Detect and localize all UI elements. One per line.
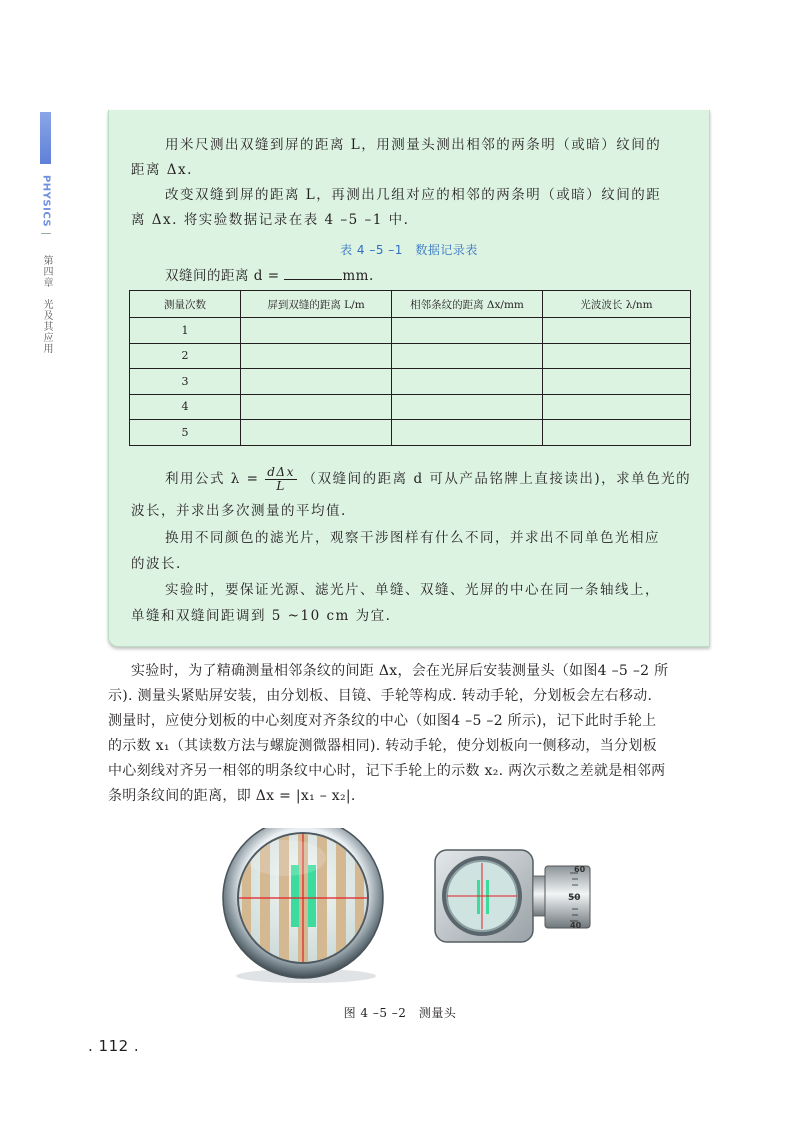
formula-numerator: dΔx bbox=[267, 465, 295, 479]
device-marker-right bbox=[486, 880, 489, 914]
drum-scale-label: 50 bbox=[568, 893, 581, 903]
table-cell bbox=[241, 420, 392, 446]
table-header: 相邻条纹的距离 Δx/mm bbox=[392, 291, 543, 318]
table-cell bbox=[392, 394, 543, 420]
drum-scale-label: 40 bbox=[570, 921, 582, 930]
table-row bbox=[130, 318, 691, 344]
data-record-table bbox=[129, 290, 691, 446]
side-physics-label: PHYSICS bbox=[40, 174, 52, 228]
side-tab-bar bbox=[40, 112, 51, 164]
table-row bbox=[130, 343, 691, 369]
formula-denominator: L bbox=[276, 479, 286, 493]
table-cell bbox=[543, 369, 691, 395]
measuring-head-figure bbox=[220, 828, 600, 988]
body-line-2: 示). 测量头紧贴屏安装，由分划板、目镜、手轮等构成. 转动手轮，分划板会左右移动. bbox=[108, 688, 653, 704]
experiment-box bbox=[108, 110, 710, 647]
formula-line bbox=[165, 462, 691, 496]
body-line-3: 测量时，应使分划板的中心刻度对齐条纹的中心（如图4 –5 –2 所示)，记下此时手轮上 bbox=[108, 713, 657, 729]
side-divider bbox=[41, 233, 51, 234]
box-paragraph-4-line-2: 的波长. bbox=[131, 556, 182, 572]
body-line-1: 实验时，为了精确测量相邻条纹的间距 Δx，会在光屏后安装测量头（如图4 –5 –2 所 bbox=[131, 663, 669, 679]
table-row bbox=[130, 369, 691, 395]
eyepiece-view bbox=[223, 828, 383, 983]
table-title: 表 4 –5 –1 数据记录表 bbox=[340, 243, 478, 257]
center-marker-right bbox=[308, 865, 316, 927]
table-cell bbox=[241, 394, 392, 420]
box-paragraph-1-line-2: 距离 Δx. bbox=[131, 162, 193, 178]
drum-scale-label: 60 bbox=[574, 865, 586, 874]
table-cell bbox=[543, 420, 691, 446]
box-paragraph-4-line-1: 换用不同颜色的滤光片，观察干涉图样有什么不同，并求出不同单色光相应 bbox=[165, 530, 660, 546]
table-cell-index: 5 bbox=[130, 420, 241, 446]
table-cell bbox=[392, 343, 543, 369]
body-line-6: 条明条纹间的距离，即 Δx = |x₁ – x₂|. bbox=[108, 788, 356, 804]
slit-distance-prefix: 双缝间的距离 d = bbox=[165, 268, 280, 284]
body-line-4: 的示数 x₁（其读数方法与螺旋测微器相同). 转动手轮，使分划板向一侧移动，当分划板 bbox=[108, 738, 657, 754]
device-marker-left bbox=[477, 880, 480, 914]
box-paragraph-3-line-2: 波长，并求出多次测量的平均值. bbox=[131, 503, 347, 519]
table-header: 测量次数 bbox=[130, 291, 241, 318]
table-header: 光波波长 λ/nm bbox=[543, 291, 691, 318]
box-paragraph-2-line-2: 离 Δx. 将实验数据记录在表 4 –5 –1 中. bbox=[131, 212, 410, 228]
side-chapter-label: 第四章 光及其应用 bbox=[41, 255, 52, 354]
slit-distance-unit: mm. bbox=[342, 268, 374, 284]
table-cell bbox=[392, 369, 543, 395]
slit-distance-blank bbox=[284, 266, 342, 280]
table-cell bbox=[543, 394, 691, 420]
box-paragraph-5-line-1: 实验时，要保证光源、滤光片、单缝、双缝、光屏的中心在同一条轴线上， bbox=[165, 582, 660, 598]
drum-neck bbox=[533, 876, 545, 916]
box-paragraph-2-line-1: 改变双缝到屏的距离 L，再测出几组对应的相邻的两条明（或暗）纹间的距 bbox=[165, 187, 662, 203]
table-cell-index: 1 bbox=[130, 318, 241, 344]
measuring-head-device bbox=[435, 850, 590, 942]
table-cell bbox=[241, 369, 392, 395]
box-paragraph-1-line-1: 用米尺测出双缝到屏的距离 L，用测量头测出相邻的两条明（或暗）纹间的 bbox=[165, 137, 662, 153]
figure-caption: 图 4 –5 –2 测量头 bbox=[343, 1006, 457, 1020]
box-paragraph-5-line-2: 单缝和双缝间距调到 5 ~10 cm 为宜. bbox=[131, 608, 392, 624]
formula-prefix: 利用公式 λ = bbox=[165, 471, 260, 487]
formula-fraction bbox=[265, 466, 297, 493]
table-cell bbox=[543, 343, 691, 369]
body-line-5: 中心刻线对齐另一相邻的明条纹中心时，记下手轮上的示数 x₂. 两次示数之差就是相邻两 bbox=[108, 763, 666, 779]
table-cell bbox=[392, 420, 543, 446]
table-cell bbox=[543, 318, 691, 344]
table-cell-index: 2 bbox=[130, 343, 241, 369]
page-number: . 112 . bbox=[88, 1037, 140, 1055]
table-row bbox=[130, 394, 691, 420]
table-cell-index: 4 bbox=[130, 394, 241, 420]
table-row bbox=[130, 420, 691, 446]
table-header: 屏到双缝的距离 L/m bbox=[241, 291, 392, 318]
table-cell-index: 3 bbox=[130, 369, 241, 395]
slit-distance-line bbox=[165, 266, 374, 285]
table-cell bbox=[392, 318, 543, 344]
table-cell bbox=[241, 343, 392, 369]
formula-suffix: （双缝间的距离 d 可从产品铭牌上直接读出)，求单色光的 bbox=[302, 471, 692, 487]
table-cell bbox=[241, 318, 392, 344]
table-header-row bbox=[130, 291, 691, 318]
